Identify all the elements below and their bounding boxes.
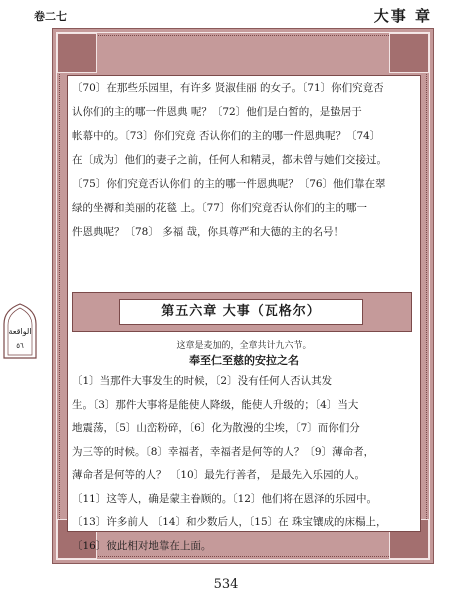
- text-line: 〔75〕你们究竟否认你们 的主的哪一件恩典呢？〔76〕他们靠在翠: [72, 178, 386, 190]
- text-line: 地震荡，〔5〕山峦粉碎，〔6〕化为散漫的尘埃，〔7〕而你们分: [72, 422, 360, 434]
- text-line: 〔70〕在那些乐园里，有许多 贤淑佳丽 的女子。〔71〕你们究竟否: [72, 82, 384, 94]
- text-line: 〔16〕彼此相对地靠在上面。: [72, 539, 212, 552]
- paragraph-verses-1-16: [72, 370, 416, 558]
- chapter-title: 第五六章 大事（瓦格尔）: [119, 299, 363, 325]
- page-number: 534: [213, 577, 239, 592]
- text-line: 帐幕中的。〔73〕你们究竟 否认你们的主的哪一件恩典呢？〔74〕: [72, 130, 381, 142]
- surah-marker-icon: [0, 302, 40, 360]
- running-header-right: 大事 章: [373, 7, 432, 25]
- text-panel: [67, 75, 421, 552]
- text-line: 为三等的时候。〔8〕幸福者，幸福者是何等的人？〔9〕薄命者，: [72, 445, 375, 458]
- ornamental-frame: [52, 28, 434, 564]
- basmala: 奉至仁至慈的安拉之名: [189, 354, 299, 367]
- surah-number-arabic: ٥٦: [16, 342, 24, 350]
- text-line: 薄命者是何等的人？ 〔10〕最先行善者， 是最先入乐园的人。: [72, 469, 366, 481]
- paragraph-verses-70-78: [72, 76, 416, 244]
- text-line: 〔11〕这等人，确是蒙主眷顾的。〔12〕他们将在恩泽的乐园中。: [72, 492, 377, 505]
- corner-ornament: [57, 33, 97, 73]
- text-line: 绿的坐褥和美丽的花毯 上。〔77〕你们究竟否认你们的主的哪一: [72, 202, 367, 214]
- text-line: 生。〔3〕那件大事将是能使人降级，能使人升级的；〔4〕当大: [72, 398, 359, 411]
- chapter-banner: [72, 292, 412, 332]
- text-line: 件恩典呢？〔78〕 多福 哉，你具尊严和大德的主的名号！: [72, 226, 345, 238]
- text-line: 在〔成为〕他们的妻子之前，任何人和精灵，都未曾与她们交接过。: [72, 154, 387, 166]
- text-line: 〔13〕许多前人 〔14〕和少数后人，〔15〕在 珠宝镶成的床榻上，: [72, 516, 387, 528]
- running-header-left: 卷二七: [34, 10, 67, 23]
- text-line: 认你们的主的哪一件恩典 呢？〔72〕他们是白皙的，是蛰居于: [72, 106, 362, 118]
- chapter-note: 这章是麦加的，全章共计九六节。: [176, 341, 312, 351]
- text-line: 〔1〕当那件大事发生的时候，〔2〕没有任何人否认其发: [72, 375, 333, 387]
- surah-name-arabic: الواقعة: [8, 327, 32, 336]
- corner-ornament: [389, 33, 429, 73]
